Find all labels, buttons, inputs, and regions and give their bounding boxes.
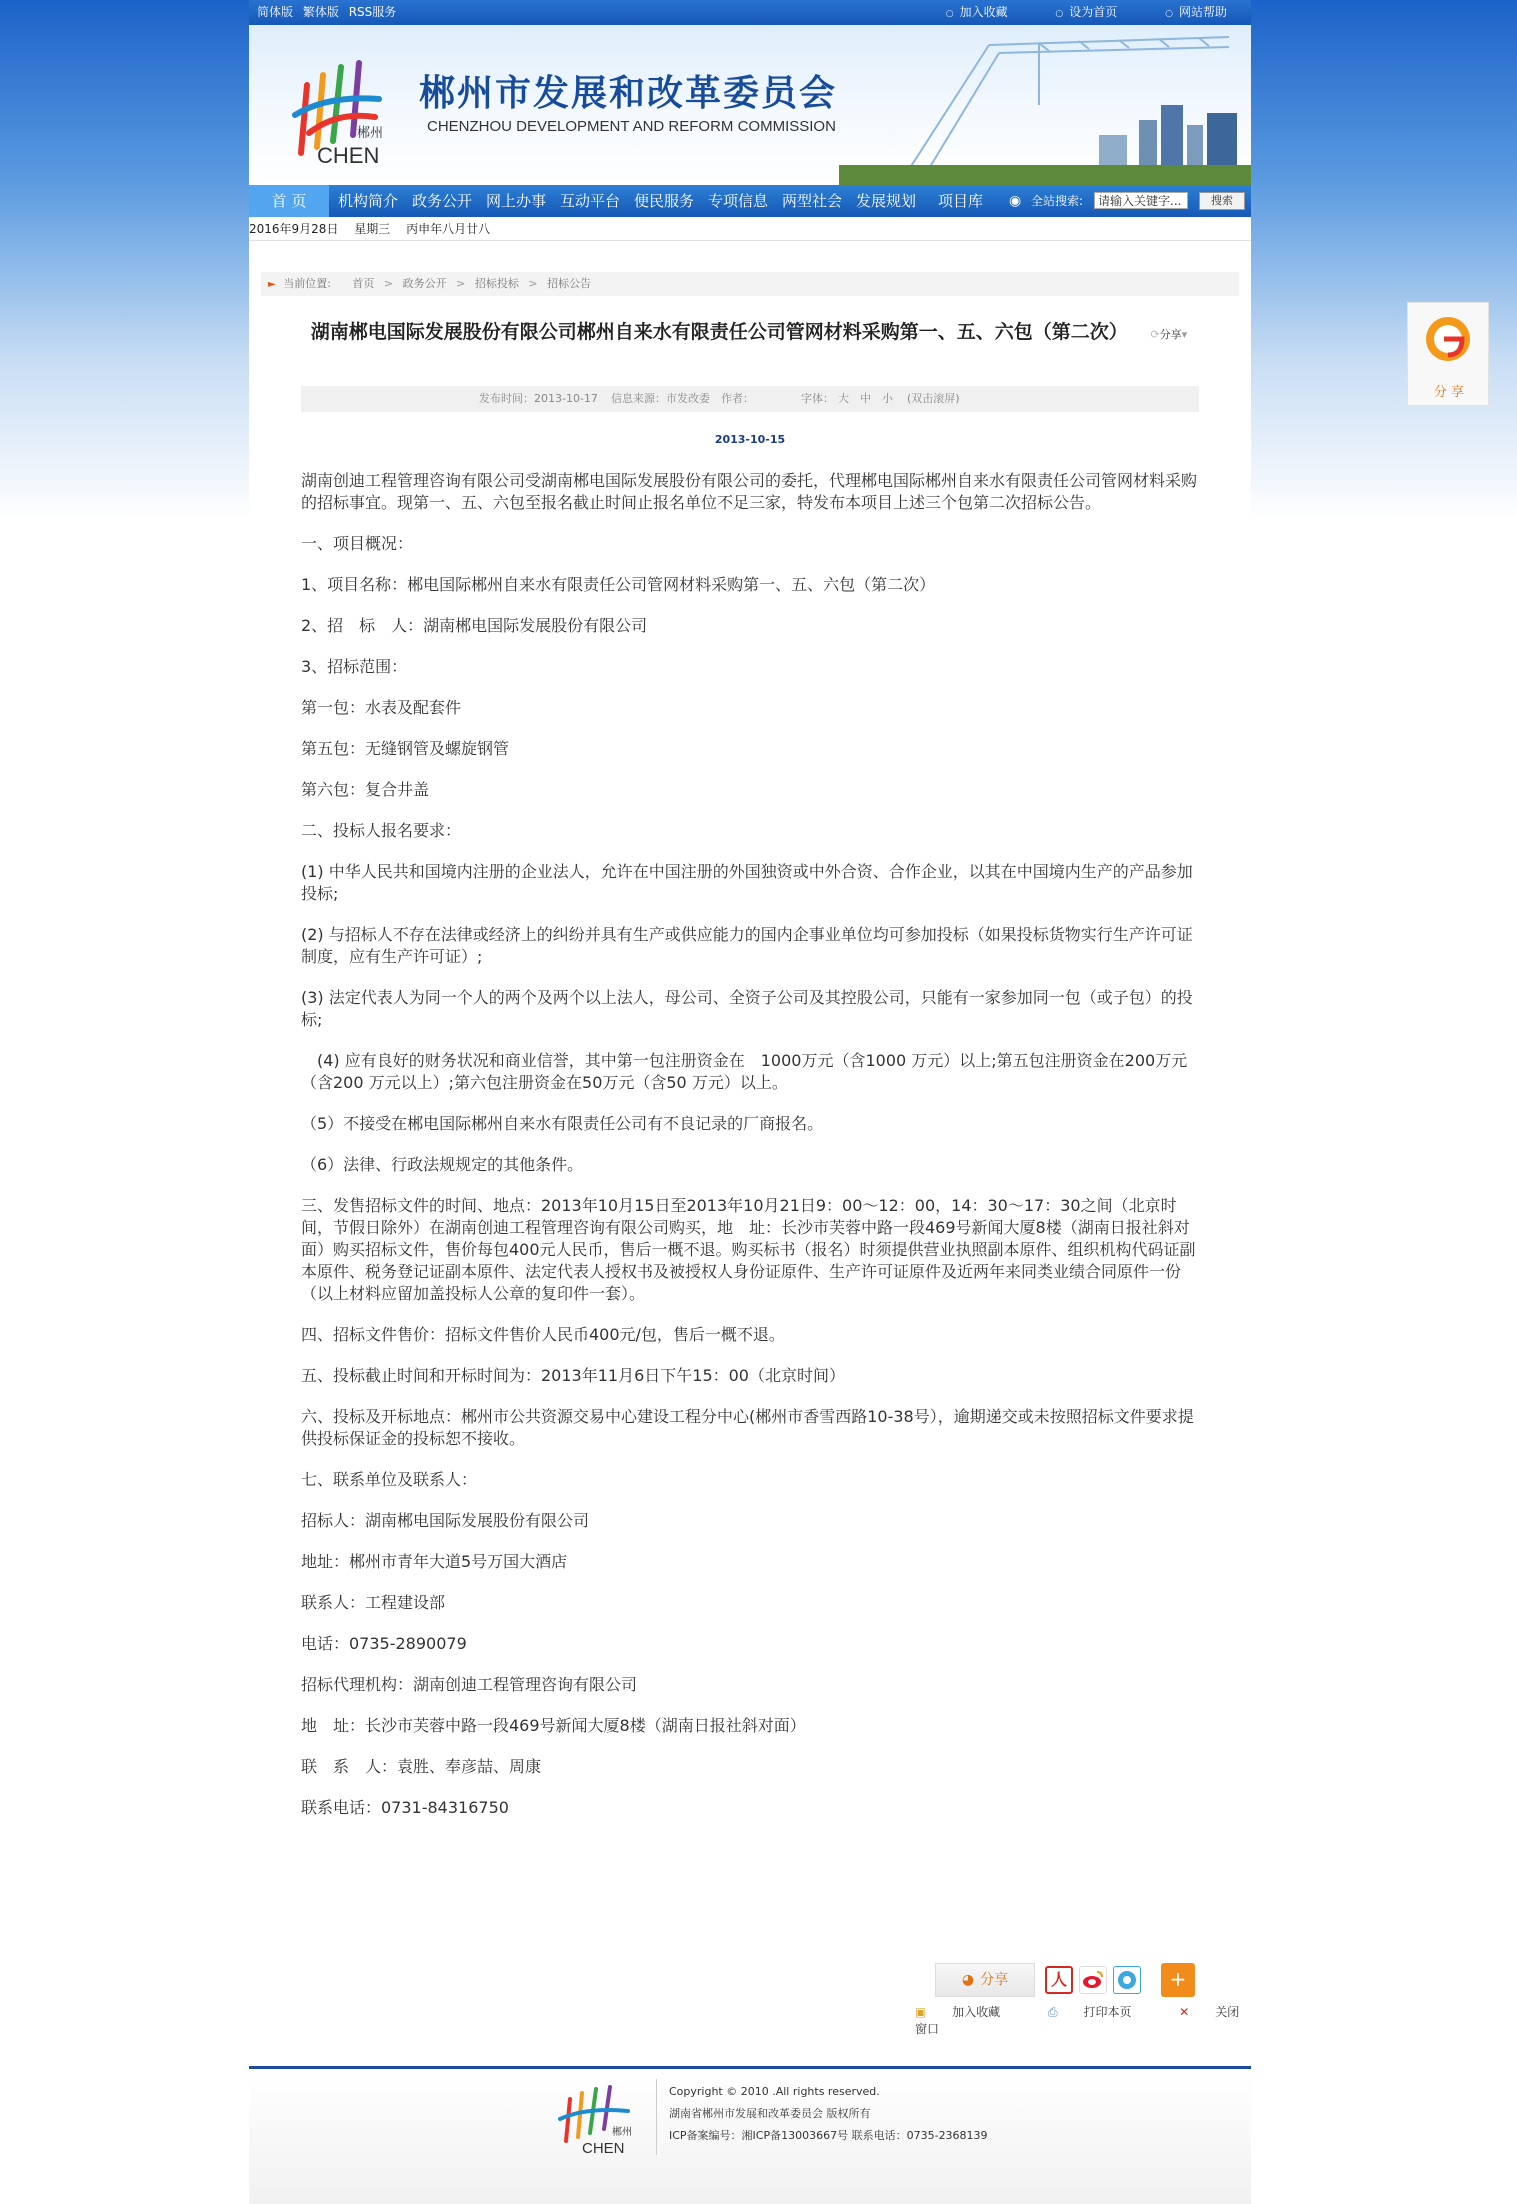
rights-owner: 湖南省郴州市发展和改革委员会 版权所有 [669,2107,871,2120]
action-print[interactable]: ⎙ 打印本页 [1048,2005,1132,2019]
paragraph: （6）法律、行政法规规定的其他条件。 [301,1155,584,1174]
article-title: 湖南郴电国际发展股份有限公司郴州自来水有限责任公司管网材料采购第一、五、六包（第二次） [310,321,1128,343]
author: 作者： [721,392,754,405]
paragraph: 联系人：工程建设部 [301,1593,446,1612]
current-weekday: 星期三 [354,222,391,236]
paragraph: （5）不接受在郴电国际郴州自来水有限责任公司有不良记录的厂商报名。 [301,1114,824,1133]
breadcrumb-home[interactable]: 首页 [352,277,375,290]
chevron-right-icon: > [383,277,394,290]
share-mini-label: 分享 [1159,328,1182,341]
footer-separator [656,2079,657,2155]
paragraph: 一、项目概况： [301,534,414,553]
article-content [301,470,1199,1838]
article-title-block [309,318,1189,349]
site-title: 郴州市发展和改革委员会 [419,72,838,114]
chevron-right-icon: > [456,277,466,290]
breadcrumb-gov-affairs[interactable]: 政务公开 [402,277,447,290]
chevron-right-icon: > [528,277,538,290]
link-traditional[interactable]: 繁体版 [302,5,339,19]
search-label: 全站搜索: [1031,194,1084,208]
nav-two-oriented-society[interactable]: 两型社会 [782,192,843,210]
paragraph: 地 址：长沙市芙蓉中路一段469号新闻大厦8楼（湖南日报社斜对面） [301,1716,806,1735]
footer-logo [554,2077,644,2157]
caret-down-icon: ▾ [1181,328,1188,341]
paragraph: 1、项目名称：郴电国际郴州自来水有限责任公司管网材料采购第一、五、六包（第二次） [301,575,936,594]
double-click-scroll: (双击滚屏) [907,392,960,405]
logo-text: CHEN [317,143,380,168]
lunar-date: 丙申年八月廿八 [406,222,491,236]
share-button-label: 分享 [980,1972,1009,1988]
share-qzone-icon[interactable] [1113,1966,1141,1994]
search-button[interactable]: 搜索 [1199,192,1245,210]
paragraph: 招标人：湖南郴电国际发展股份有限公司 [301,1511,590,1530]
link-add-favorite[interactable]: ○ 加入收藏 [946,5,1008,19]
paragraph: 五、投标截止时间和开标时间为：2013年11月6日下午15：00（北京时间） [301,1366,845,1385]
info-source: 信息来源：市发改委 [611,392,710,405]
share-logo-icon: ◕ [961,1972,975,1988]
search-input[interactable] [1094,192,1188,209]
paragraph: 七、联系单位及联系人： [301,1470,478,1489]
paragraph: 招标代理机构：湖南创迪工程管理咨询有限公司 [301,1675,638,1694]
paragraph: 地址：郴州市青年大道5号万国大酒店 [301,1552,568,1571]
breadcrumb-arrow-icon: ► [268,279,276,290]
article-date: 2013-10-15 [714,433,786,446]
share-weibo-icon[interactable] [1079,1966,1107,1994]
font-size-label: 字体： [801,392,834,405]
paragraph: (4) 应有良好的财务状况和商业信誉，其中第一包注册资金在 1000万元（含1000 万元）以上;第五包注册资金在200万元（含200 万元以上）;第六包注册资金在50万元（含50 万元）以上。 [301,1051,1188,1092]
nav-project-library[interactable]: 项目库 [938,192,984,210]
link-simplified[interactable]: 简体版 [257,5,294,19]
action-add-favorite[interactable]: ▣ 加入收藏 [915,2005,1001,2019]
breadcrumb-bid-notice[interactable]: 招标公告 [547,277,592,290]
paragraph: 联系电话：0731-84316750 [301,1798,509,1817]
paragraph: 第一包：水表及配套件 [301,698,462,717]
icp-record: ICP备案编号：湘ICP备13003667号 联系电话：0735-2368139 [669,2129,988,2142]
nav-gov-affairs[interactable]: 政务公开 [412,192,473,210]
action-close-window[interactable]: ✕ 关闭窗口 [915,2005,1240,2036]
breadcrumb-bidding[interactable]: 招标投标 [474,277,519,290]
paragraph: 六、投标及开标地点：郴州市公共资源交易中心建设工程分中心(郴州市香雪西路10-38号），逾期递交或未按照招标文件要求提供投标保证金的投标恕不接收。 [301,1407,1194,1448]
paragraph: 二、投标人报名要求： [301,821,462,840]
share-more-button[interactable]: + [1161,1963,1195,1997]
banner-illustration [839,25,1251,185]
article-actions [915,2003,1251,2037]
paragraph: 三、发售招标文件的时间、地点：2013年10月15日至2013年10月21日9：00～12：00，14：30～17：30之间（北京时间，节假日除外）在湖南创迪工程管理咨询有限公司购买，地 址：长沙市芙蓉中路一段469号新闻大厦8楼（湖南日报社斜对面）购买招标文件，售价每包400元人民币，售后一概不退。购买标书（报名）时须提供营业执照副本原件、组织机构代码证副本原件、税务登记证副本原件、法定代表人授权书及被授权人身份证原件、生产许可证原件及近两年来同类业绩合同原件一份（以上材料应留加盖投标人公章的复印件一套）。 [301,1196,1196,1303]
breadcrumb [261,272,1239,296]
svg-text:CHEN: CHEN [582,2140,625,2157]
top-bar-left-links [257,0,402,25]
font-small[interactable]: 小 [882,392,893,405]
share-bar [935,1963,1201,1997]
top-bar [249,0,1251,25]
floating-share-widget[interactable] [1407,302,1489,406]
top-bar-right-links [902,0,1227,27]
font-large[interactable]: 大 [838,392,849,405]
close-icon: ✕ [1179,2005,1190,2019]
footer [249,2069,1251,2204]
footer-text [669,2081,988,2147]
svg-text:郴州: 郴州 [612,2127,632,2138]
nav-online-service[interactable]: 网上办事 [486,192,547,210]
paragraph: 四、招标文件售价：招标文件售价人民币400元/包，售后一概不退。 [301,1325,785,1344]
nav-special-info[interactable]: 专项信息 [708,192,769,210]
share-mini-icon: ⟳ [1150,328,1160,341]
paragraph: (2) 与招标人不存在法律或经济上的纠纷并具有生产或供应能力的国内企事业单位均可参加投标（如果投标货物实行生产许可证制度，应有生产许可证）; [301,925,1193,966]
site-logo[interactable] [287,45,397,170]
link-rss[interactable]: RSS服务 [348,5,397,19]
publish-time: 发布时间：2013-10-17 [479,392,598,405]
floating-share-label: 分 享 [1433,385,1465,400]
folder-icon: ▣ [915,2005,927,2019]
nav-home[interactable]: 首 页 [249,185,329,217]
link-site-help[interactable]: ○ 网站帮助 [1165,5,1227,19]
paragraph: 2、招 标 人：湖南郴电国际发展股份有限公司 [301,616,648,635]
share-logo-icon [1422,311,1474,371]
paragraph: 第五包：无缝钢管及螺旋钢管 [301,739,510,758]
chat-bubble-icon: ◉ [1009,193,1022,209]
paragraph: 第六包：复合井盖 [301,780,430,799]
share-button[interactable] [935,1963,1035,1997]
link-set-homepage[interactable]: ○ 设为首页 [1055,5,1117,19]
current-date: 2016年9月28日 [249,222,339,236]
share-mini-button[interactable] [1150,328,1187,341]
nav-interaction[interactable]: 互动平台 [560,192,621,210]
site-subtitle: CHENZHOU DEVELOPMENT AND REFORM COMMISSION [427,118,836,135]
logo-city: 郴州 [357,126,384,141]
paragraph: 联 系 人：袁胜、奉彦喆、周康 [301,1757,542,1776]
paragraph: (1) 中华人民共和国境内注册的企业法人，允许在中国注册的外国独资或中外合资、合作企业，以其在中国境内生产的产品参加投标; [301,862,1193,903]
date-bar [249,218,1251,241]
paragraph: 3、招标范围： [301,657,408,676]
nav-about[interactable]: 机构简介 [338,192,399,210]
article-info-bar [301,386,1199,412]
print-icon: ⎙ [1048,2005,1058,2019]
paragraph: 湖南创迪工程管理咨询有限公司受湖南郴电国际发展股份有限公司的委托，代理郴电国际郴州自来水有限责任公司管网材料采购的招标事宜。现第一、五、六包至报名截止时间止报名单位不足三家，特发布本项目上述三个包第二次招标公告。 [301,471,1198,512]
paragraph: (3) 法定代表人为同一个人的两个及两个以上法人，母公司、全资子公司及其控股公司，只能有一家参加同一包（或子包）的投标; [301,988,1193,1029]
paragraph: 电话：0735-2890079 [301,1634,467,1653]
breadcrumb-label: 当前位置: [283,277,331,290]
nav-public-service[interactable]: 便民服务 [634,192,695,210]
share-people-daily-icon[interactable]: 人 [1045,1966,1073,1994]
font-medium[interactable]: 中 [860,392,871,405]
page-container [249,0,1251,2204]
main-nav [249,185,1251,217]
nav-development-plan[interactable]: 发展规划 [856,192,917,210]
header-banner [249,25,1251,185]
copyright: Copyright © 2010 .All rights reserved. [669,2085,880,2098]
